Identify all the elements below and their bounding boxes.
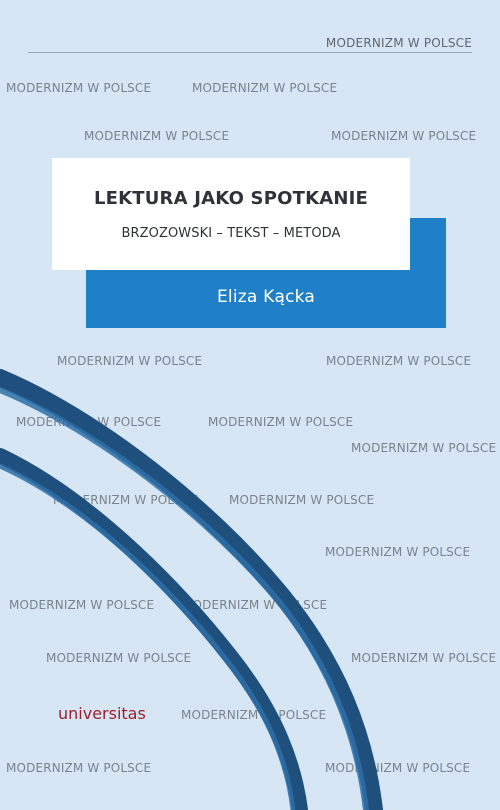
series-pattern-text: MODERNIZM W POLSCE [84, 129, 230, 143]
series-pattern-text: MODERNIZM W POLSCE [6, 761, 152, 775]
series-top-label: MODERNIZM W POLSCE [325, 36, 472, 50]
series-pattern-text: MODERNIZM W POLSCE [331, 129, 477, 143]
series-pattern-text: MODERNIZM W POLSCE [325, 545, 471, 559]
series-pattern-text: MODERNIZM W POLSCE [181, 708, 327, 722]
series-pattern-text: MODERNIZM W POLSCE [326, 354, 472, 368]
series-pattern-text: MODERNIZM W POLSCE [192, 81, 338, 95]
curved-stripe-highlight [0, 466, 293, 810]
title-panel [52, 158, 410, 270]
series-pattern-text: MODERNIZM W POLSCE [46, 651, 192, 665]
series-pattern-text: MODERNIZM W POLSCE [351, 651, 497, 665]
series-pattern-text: MODERNIZM W POLSCE [53, 493, 199, 507]
book-title: LEKTURA JAKO SPOTKANIE [93, 188, 369, 209]
series-pattern-text: MODERNIZM W POLSCE [9, 598, 155, 612]
series-pattern-text: MODERNIZM W POLSCE [16, 415, 162, 429]
curved-stripe-dark [0, 456, 300, 810]
series-pattern-text: MODERNIZM W POLSCE [182, 598, 328, 612]
series-pattern-text: MODERNIZM W POLSCE [208, 415, 354, 429]
series-pattern-text: MODERNIZM W POLSCE [6, 81, 152, 95]
publisher-name: universitas [58, 704, 146, 723]
series-pattern-text: MODERNIZM W POLSCE [229, 493, 375, 507]
author-name: Eliza Kącka [216, 287, 315, 307]
book-subtitle: BRZOZOWSKI – TEKST – METODA [121, 226, 341, 241]
series-pattern-text: MODERNIZM W POLSCE [325, 761, 471, 775]
series-pattern-text: MODERNIZM W POLSCE [57, 354, 203, 368]
series-pattern-text: MODERNIZM W POLSCE [351, 441, 497, 455]
